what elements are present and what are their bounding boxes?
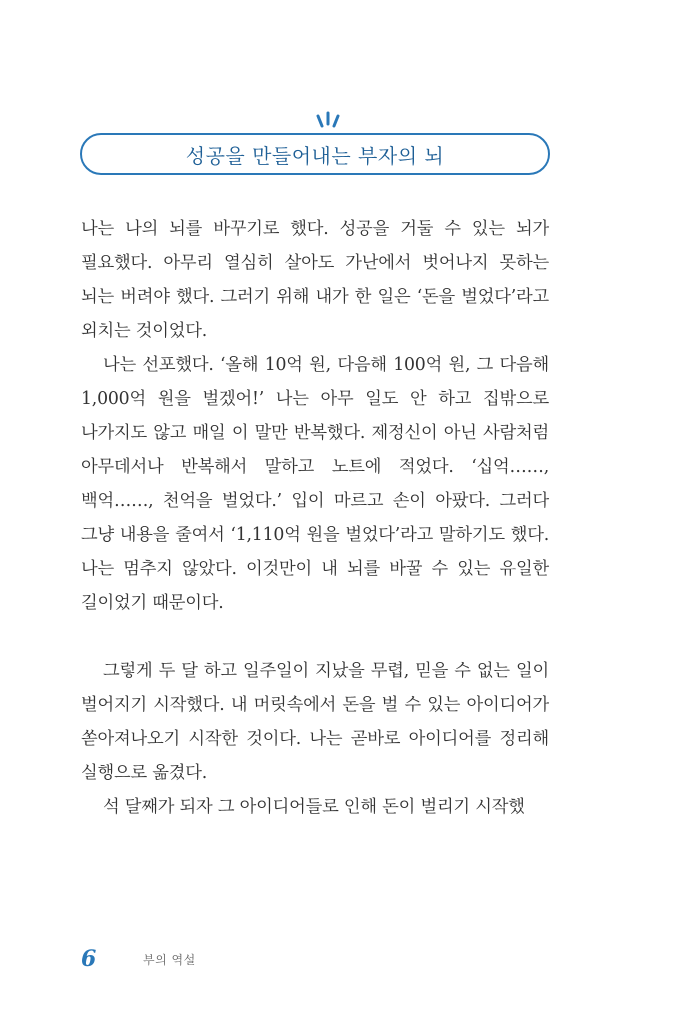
sparkle-icon bbox=[298, 110, 358, 132]
paragraph-4: 석 달째가 되자 그 아이디어들로 인해 돈이 벌리기 시작했 bbox=[103, 797, 525, 817]
page-footer bbox=[81, 944, 196, 974]
page-number: 6 bbox=[81, 946, 97, 972]
book-title: 부의 역설 bbox=[143, 952, 196, 967]
body-text bbox=[81, 212, 549, 824]
paragraph-1: 나는 나의 뇌를 바꾸기로 했다. 성공을 거둘 수 있는 뇌가 필요했다. 아무리 열심히 살아도 가난에서 벗어나지 못하는 뇌는 버려야 했다. 그러기 위해 내가 한 일은 ‘돈을 벌었다’라고 외치는 것이었다. bbox=[81, 219, 549, 341]
chapter-title: 성공을 만들어내는 부자의 뇌 bbox=[185, 143, 445, 168]
chapter-title-banner bbox=[80, 133, 550, 175]
paragraph-3: 그렇게 두 달 하고 일주일이 지났을 무렵, 믿을 수 없는 일이 벌어지기 시작했다. 내 머릿속에서 돈을 벌 수 있는 아이디어가 쏟아져나오기 시작한 것이다. 나는 곧바로 아이디어를 정리해 실행으로 옮겼다. bbox=[81, 661, 549, 783]
paragraph-2: 나는 선포했다. ‘올해 10억 원, 다음해 100억 원, 그 다음해 1,000억 원을 벌겠어!’ 나는 아무 일도 안 하고 집밖으로 나가지도 않고 매일 이 말만 반복했다. 제정신이 아닌 사람처럼 아무데서나 반복해서 말하고 노트에 적었다. ‘십억……, 백억……, 천억을 벌었다.’ 입이 마르고 손이 아팠다. 그러다 그냥 내용을 줄여서 ‘1,110억 원을 벌었다’라고 말하기도 했다. 나는 멈추지 않았다. 이것만이 내 뇌를 바꿀 수 있는 유일한 길이었기 때문이다. bbox=[81, 355, 549, 613]
